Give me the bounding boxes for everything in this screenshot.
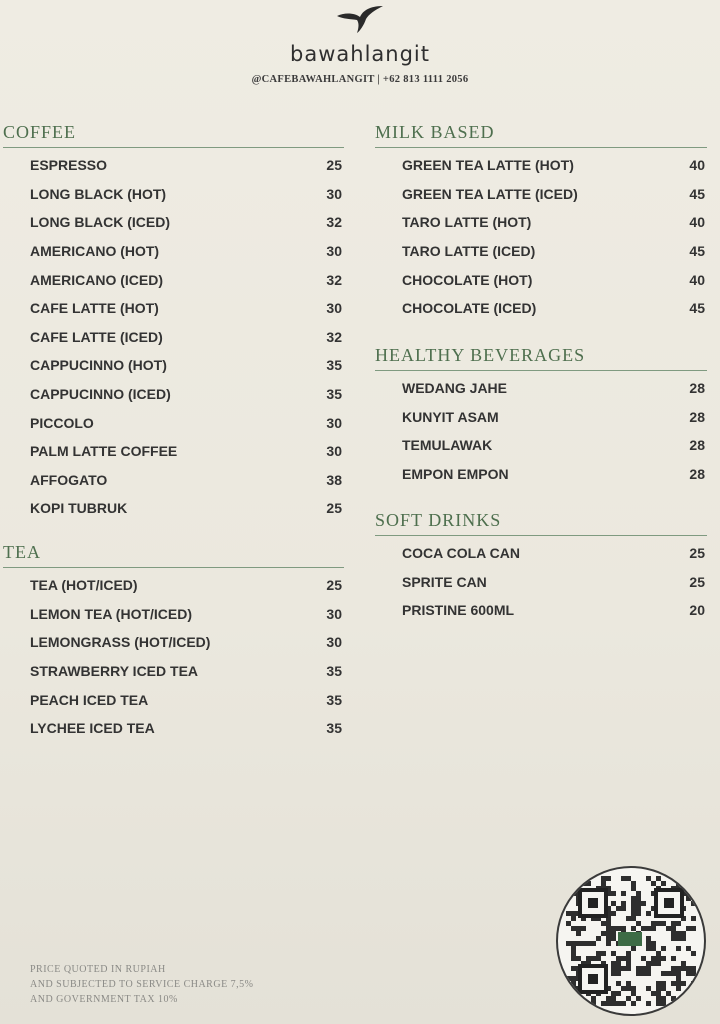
menu-item-name: LEMON TEA (HOT/ICED): [30, 605, 193, 622]
menu-item: [375, 568, 707, 597]
menu-item-price: 32: [326, 271, 342, 288]
menu-item-price: 25: [689, 545, 705, 562]
menu-item-name: AMERICANO (ICED): [30, 271, 163, 288]
menu-item-price: 35: [326, 357, 342, 374]
menu-item: [3, 351, 344, 380]
menu-item: [3, 494, 344, 523]
menu-item: [3, 628, 344, 657]
menu-item-name: GREEN TEA LATTE (HOT): [402, 157, 574, 174]
menu-item: [3, 685, 344, 714]
section-tea: [3, 542, 344, 743]
menu-item: [3, 600, 344, 629]
menu-item: [3, 466, 344, 495]
menu-item-name: LEMONGRASS (HOT/ICED): [30, 634, 211, 651]
menu-item-name: TARO LATTE (ICED): [402, 243, 536, 260]
menu-item-price: 38: [326, 471, 342, 488]
menu-item: [375, 374, 707, 403]
section-title: HEALTHY BEVERAGES: [375, 345, 707, 371]
menu-item-price: 45: [689, 185, 705, 202]
menu-item-name: COCA COLA CAN: [402, 545, 520, 562]
item-list: [3, 571, 344, 743]
item-list: [375, 374, 707, 488]
menu-item-price: 28: [689, 408, 705, 425]
menu-item-price: 30: [326, 634, 342, 651]
section-title: TEA: [3, 542, 344, 568]
menu-item-name: CAPPUCINNO (ICED): [30, 386, 171, 403]
menu-item: [375, 237, 707, 266]
menu-item-price: 45: [689, 243, 705, 260]
menu-item: [375, 460, 707, 489]
menu-item: [3, 294, 344, 323]
menu-item: [375, 294, 707, 323]
menu-item: [3, 151, 344, 180]
menu-item-price: 40: [689, 157, 705, 174]
menu-item-price: 30: [326, 243, 342, 260]
menu-item-name: TEA (HOT/ICED): [30, 577, 138, 594]
menu-item: [375, 208, 707, 237]
menu-item-price: 25: [326, 577, 342, 594]
menu-item-name: PEACH ICED TEA: [30, 691, 149, 708]
logo: [0, 4, 720, 39]
menu-item-name: STRAWBERRY ICED TEA: [30, 663, 199, 680]
menu-item: [3, 714, 344, 743]
menu-item: [3, 237, 344, 266]
menu-item: [3, 437, 344, 466]
section-coffee: [3, 122, 344, 523]
section-title: MILK BASED: [375, 122, 707, 148]
menu-item-name: EMPON EMPON: [402, 466, 509, 483]
menu-item: [3, 571, 344, 600]
price-note-line: PRICE QUOTED IN RUPIAH: [30, 964, 166, 975]
menu-item-name: KUNYIT ASAM: [402, 408, 499, 425]
menu-item-name: CHOCOLATE (HOT): [402, 271, 533, 288]
section-title: SOFT DRINKS: [375, 510, 707, 536]
menu-item: [375, 265, 707, 294]
menu-item-name: LYCHEE ICED TEA: [30, 720, 155, 737]
menu-item-name: PRISTINE 600ML: [402, 602, 515, 619]
menu-item-price: 30: [326, 185, 342, 202]
menu-item-name: LONG BLACK (HOT): [30, 185, 167, 202]
menu-item-price: 30: [326, 300, 342, 317]
price-note-line: AND GOVERNMENT TAX 10%: [30, 994, 178, 1005]
menu-item-price: 40: [689, 271, 705, 288]
menu-item-name: GREEN TEA LATTE (ICED): [402, 185, 578, 202]
menu-item-price: 25: [326, 157, 342, 174]
item-list: [3, 151, 344, 523]
price-note: [30, 962, 254, 1007]
menu-item-price: 25: [326, 500, 342, 517]
menu-item: [375, 180, 707, 209]
menu-item-name: CHOCOLATE (ICED): [402, 300, 537, 317]
menu-item: [3, 180, 344, 209]
menu-item-price: 30: [326, 414, 342, 431]
menu-item-name: AMERICANO (HOT): [30, 243, 160, 260]
section-milk-based: [375, 122, 707, 323]
price-note-line: AND SUBJECTED TO SERVICE CHARGE 7,5%: [30, 979, 254, 990]
menu-item: [3, 208, 344, 237]
menu-item-name: TEMULAWAK: [402, 437, 493, 454]
menu-item-price: 32: [326, 214, 342, 231]
menu-item-price: 35: [326, 663, 342, 680]
menu-item-price: 35: [326, 386, 342, 403]
section-healthy-beverages: [375, 345, 707, 488]
section-title: COFFEE: [3, 122, 344, 148]
menu-item-price: 20: [689, 602, 705, 619]
menu-item: [375, 403, 707, 432]
item-list: [375, 151, 707, 323]
menu-item-name: PICCOLO: [30, 414, 94, 431]
menu-item-name: WEDANG JAHE: [402, 380, 508, 397]
menu-item-price: 35: [326, 691, 342, 708]
menu-item: [375, 151, 707, 180]
bird-icon: [333, 4, 387, 34]
qr-code-icon[interactable]: [556, 866, 706, 1016]
menu-item-name: LONG BLACK (ICED): [30, 214, 170, 231]
menu-item: [375, 539, 707, 568]
menu-item: [375, 596, 707, 625]
item-list: [375, 539, 707, 625]
menu-item-name: CAPPUCINNO (HOT): [30, 357, 167, 374]
menu-item-price: 32: [326, 328, 342, 345]
menu-item-name: TARO LATTE (HOT): [402, 214, 532, 231]
menu-item: [3, 408, 344, 437]
menu-item-name: SPRITE CAN: [402, 573, 487, 590]
menu-item-name: ESPRESSO: [30, 157, 108, 174]
menu-item-price: 45: [689, 300, 705, 317]
contact-line: @CAFEBAWAHLANGIT | +62 813 1111 2056: [251, 74, 469, 85]
menu-item: [3, 323, 344, 352]
menu-item-price: 28: [689, 437, 705, 454]
menu-item-price: 35: [326, 720, 342, 737]
menu-item-price: 25: [689, 573, 705, 590]
menu-item-price: 30: [326, 605, 342, 622]
menu-item-name: AFFOGATO: [30, 471, 108, 488]
menu-item-name: PALM LATTE COFFEE: [30, 443, 178, 460]
menu-item-name: CAFE LATTE (HOT): [30, 300, 159, 317]
menu-item-price: 40: [689, 214, 705, 231]
menu-item: [375, 431, 707, 460]
menu-item-price: 28: [689, 380, 705, 397]
menu-item-price: 30: [326, 443, 342, 460]
section-soft-drinks: [375, 510, 707, 625]
menu-item-name: KOPI TUBRUK: [30, 500, 128, 517]
menu-item-price: 28: [689, 466, 705, 483]
menu-item: [3, 380, 344, 409]
menu-item: [3, 657, 344, 686]
menu-item-name: CAFE LATTE (ICED): [30, 328, 163, 345]
menu-item: [3, 265, 344, 294]
brand-name: bawahlangit: [290, 42, 430, 66]
